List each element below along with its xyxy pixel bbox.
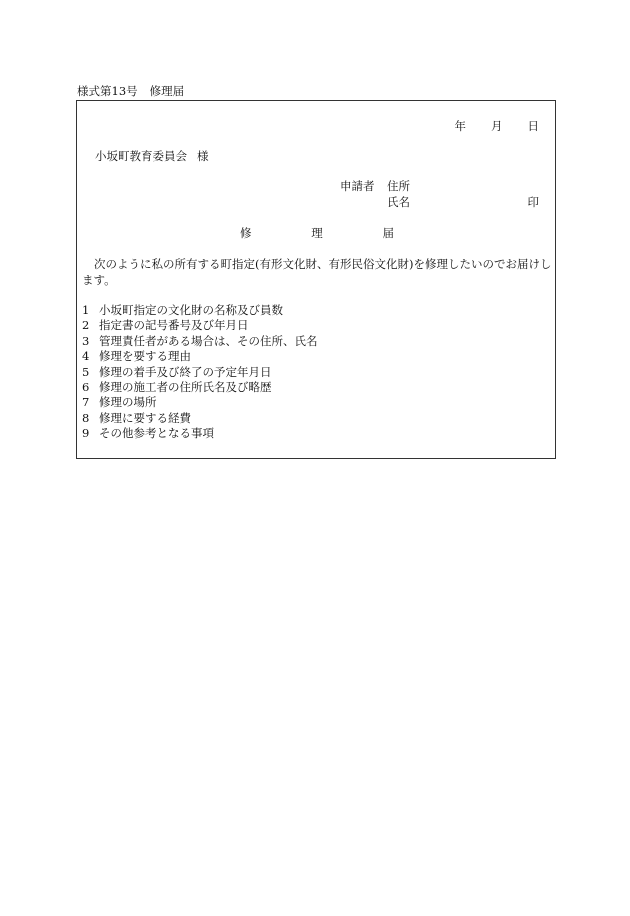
- title-char: 届: [382, 226, 394, 240]
- body-text: 次のように私の所有する町指定(有形文化財、有形民俗文化財)を修理したいのでお届けします。: [82, 257, 552, 287]
- seal-label: 印: [527, 195, 539, 209]
- document-title: [240, 226, 394, 242]
- addressee-name: 小坂町教育委員会: [95, 149, 187, 163]
- date-year-label: 年: [454, 119, 466, 133]
- item-number: 4: [82, 349, 90, 364]
- item-number: 6: [82, 379, 90, 394]
- item-number: 9: [82, 426, 90, 441]
- item-list: [82, 303, 318, 442]
- list-item: [82, 411, 318, 426]
- addressee-honorific: 様: [197, 149, 209, 163]
- item-text: 修理の場所: [99, 395, 157, 410]
- date-line: [455, 119, 540, 135]
- form-title: 修理届: [149, 84, 185, 98]
- list-item: [82, 380, 318, 395]
- address-label: 住所: [387, 179, 410, 193]
- item-text: 修理の施工者の住所氏名及び略歴: [99, 379, 272, 394]
- list-item: [82, 349, 318, 364]
- title-char: 理: [311, 226, 323, 240]
- date-day-label: 日: [527, 119, 539, 133]
- list-item: [82, 303, 318, 318]
- item-number: 3: [82, 333, 90, 348]
- item-number: 8: [82, 410, 90, 425]
- item-text: 小坂町指定の文化財の名称及び員数: [99, 303, 283, 317]
- title-char: 修: [240, 226, 252, 240]
- item-text: 修理の着手及び終了の予定年月日: [99, 364, 272, 379]
- item-text: 指定書の記号番号及び年月日: [99, 318, 249, 333]
- form-box: [76, 100, 556, 459]
- name-label: 氏名: [387, 195, 410, 209]
- list-item: [82, 365, 318, 380]
- applicant-label: 申請者: [340, 179, 375, 193]
- item-text: その他参考となる事項: [99, 426, 214, 441]
- item-text: 修理に要する経費: [99, 410, 191, 425]
- form-number: 様式第13号: [77, 84, 138, 98]
- item-text: 管理責任者がある場合は、その住所、氏名: [99, 333, 318, 348]
- list-item: [82, 395, 318, 410]
- item-number: 2: [82, 318, 90, 333]
- addressee: [95, 149, 209, 165]
- item-number: 5: [82, 364, 90, 379]
- list-item: [82, 318, 318, 333]
- list-item: [82, 426, 318, 441]
- item-number: 1: [82, 303, 90, 317]
- list-item: [82, 334, 318, 349]
- item-text: 修理を要する理由: [99, 349, 191, 364]
- form-caption: [77, 84, 184, 100]
- item-number: 7: [82, 395, 90, 410]
- date-month-label: 月: [491, 119, 503, 133]
